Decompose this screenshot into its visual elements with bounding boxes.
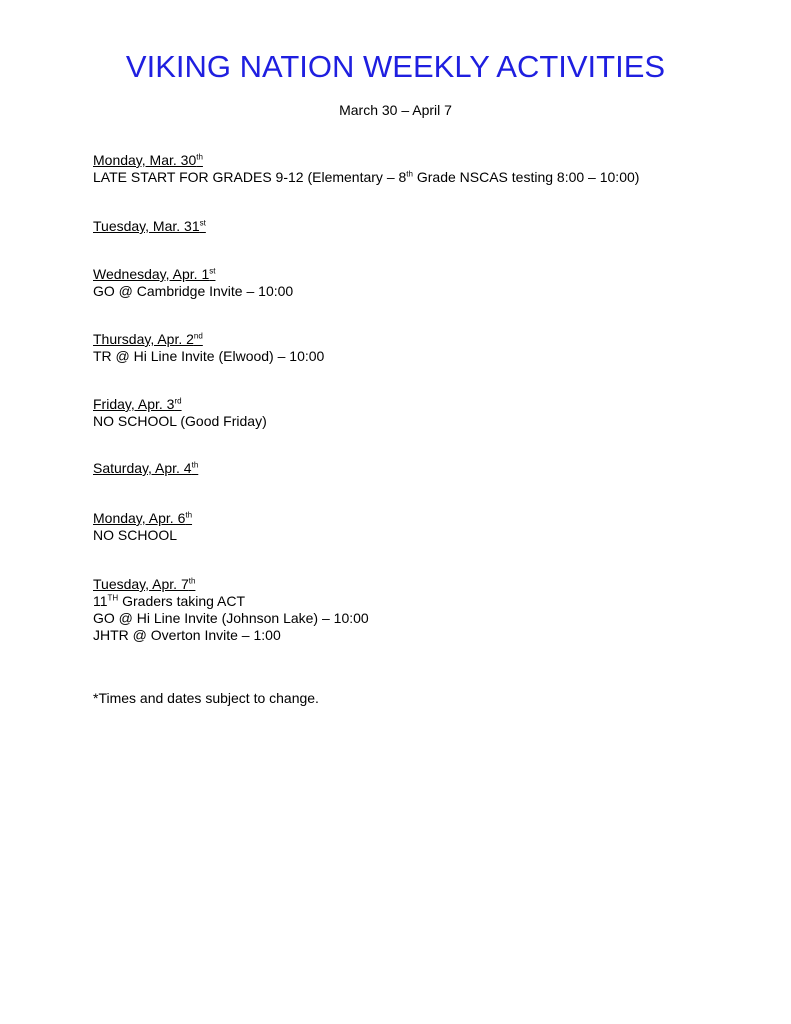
disclaimer-note: *Times and dates subject to change. <box>93 690 319 706</box>
day-block-tuesday-mar-31 <box>93 218 733 235</box>
day-block-monday-apr-6 <box>93 510 733 544</box>
day-block-friday-apr-3 <box>93 396 733 430</box>
activity-line: 11TH Graders taking ACT <box>93 593 246 609</box>
page-title: VIKING NATION WEEKLY ACTIVITIES <box>125 49 666 84</box>
day-block-monday-mar-30 <box>93 152 733 186</box>
activity-line: GO @ Cambridge Invite – 10:00 <box>93 283 294 299</box>
activity-line: LATE START FOR GRADES 9-12 (Elementary – 8th Grade NSCAS testing 8:00 – 10:00) <box>93 169 640 185</box>
day-heading: Monday, Apr. 6th <box>93 510 193 526</box>
day-heading: Tuesday, Mar. 31st <box>93 218 206 234</box>
day-block-tuesday-apr-7 <box>93 576 733 644</box>
date-range: March 30 – April 7 <box>339 102 452 118</box>
activity-line: NO SCHOOL (Good Friday) <box>93 413 267 429</box>
day-block-thursday-apr-2 <box>93 331 733 365</box>
day-heading: Friday, Apr. 3rd <box>93 396 182 412</box>
activity-line: JHTR @ Overton Invite – 1:00 <box>93 627 281 643</box>
day-block-saturday-apr-4 <box>93 460 733 477</box>
day-block-wednesday-apr-1 <box>93 266 733 300</box>
day-heading: Saturday, Apr. 4th <box>93 460 199 476</box>
day-heading: Monday, Mar. 30th <box>93 152 203 168</box>
activity-line: TR @ Hi Line Invite (Elwood) – 10:00 <box>93 348 325 364</box>
activity-line: NO SCHOOL <box>93 527 178 543</box>
day-heading: Tuesday, Apr. 7th <box>93 576 196 592</box>
day-heading: Wednesday, Apr. 1st <box>93 266 216 282</box>
day-heading: Thursday, Apr. 2nd <box>93 331 203 347</box>
activity-line: GO @ Hi Line Invite (Johnson Lake) – 10:00 <box>93 610 369 626</box>
